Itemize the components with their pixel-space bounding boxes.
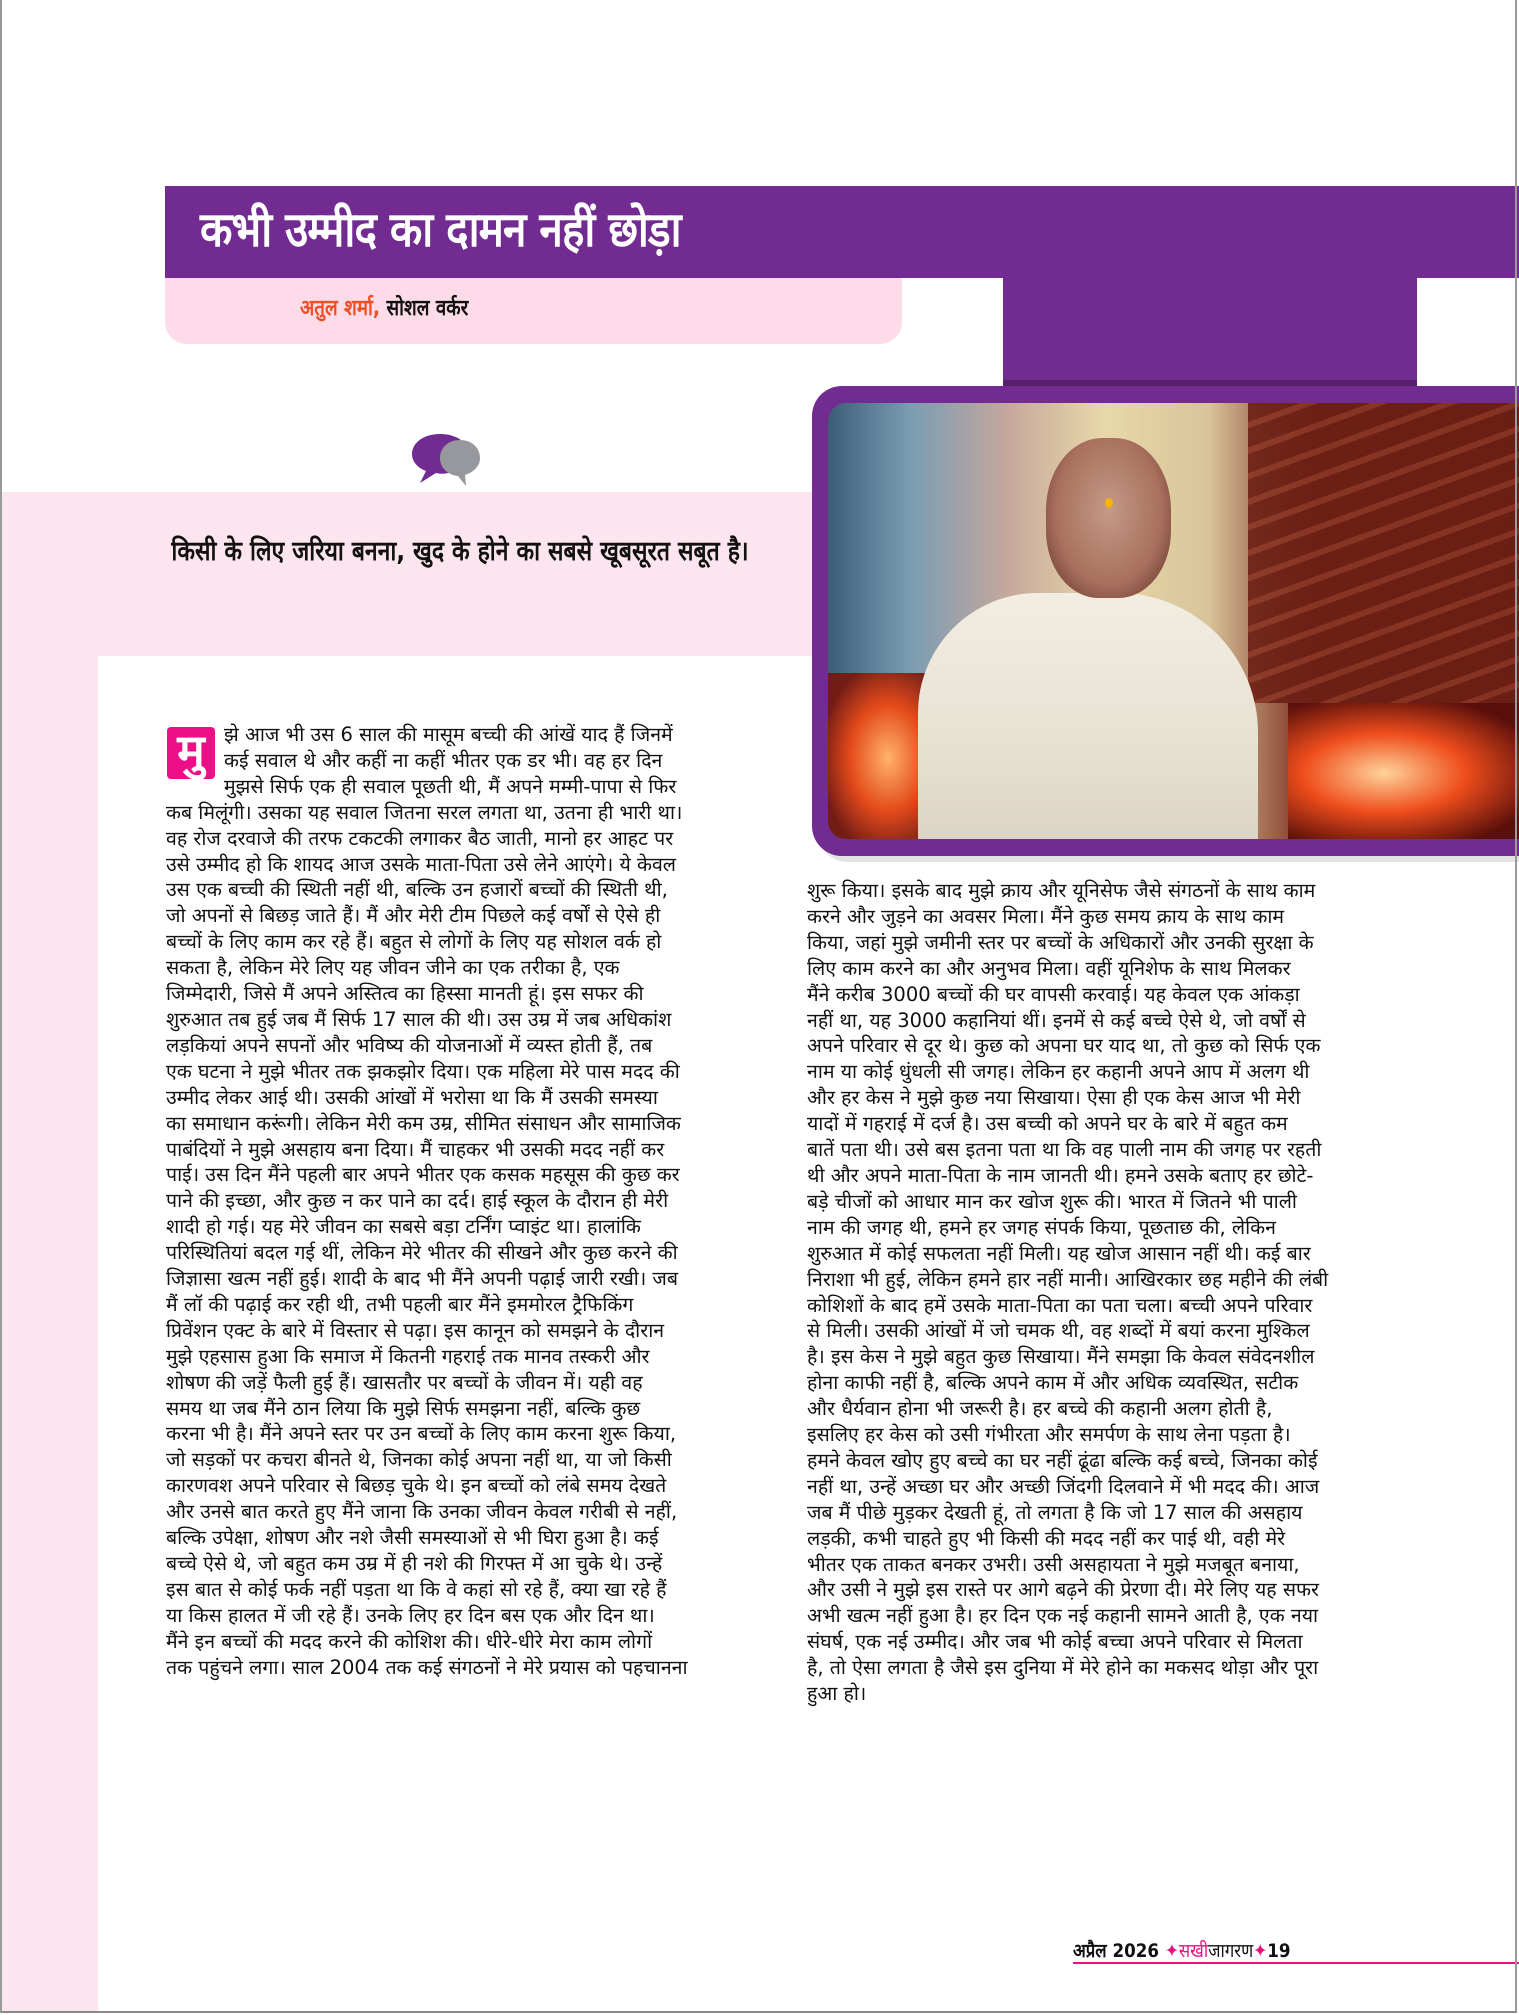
text-line: तक पहुंचने लगा। साल 2004 तक कई संगठनों ने मेरे प्रयास को पहचानना: [166, 1655, 688, 1679]
text-line: निराशा भी हुई, लेकिन हमने हार नहीं मानी। आखिरकार छह महीने की लंबी: [807, 1267, 1329, 1291]
speech-bubbles-icon: [410, 432, 486, 486]
page-number: 19: [1267, 1940, 1291, 1962]
brand-name-part2: जागरण: [1208, 1940, 1254, 1962]
photo-subject-bindi: [1105, 498, 1113, 508]
text-line: उसे उम्मीद हो कि शायद आज उसके माता-पिता उसे लेने आएंगे। ये केवल: [166, 852, 677, 876]
text-line: नहीं था, यह 3000 कहानियां थीं। इनमें से कई बच्चे ऐसे थे, जो वर्षों से: [807, 1008, 1306, 1032]
text-line: और धैर्यवान होना भी जरूरी है। हर बच्चे की कहानी अलग होती है,: [807, 1397, 1273, 1421]
text-line: बातें पता थी। उसे बस इतना पता था कि वह पाली नाम की जगह पर रहती: [807, 1138, 1322, 1162]
body-column-left: [166, 722, 768, 1681]
text-line: है, तो ऐसा लगता है जैसे इस दुनिया में मेरे होने का मकसद थोड़ा और पूरा: [807, 1656, 1319, 1680]
text-line: है। इस केस ने मुझे बहुत कुछ सिखाया। मैंने समझा कि केवल संवेदनशील: [807, 1345, 1315, 1369]
text-line: मैं लॉ की पढ़ाई कर रही थी, तभी पहली बार मैंने इममोरल ट्रैफिकिंग: [166, 1292, 634, 1316]
brand-name-part1: सखी: [1178, 1940, 1209, 1962]
text-line: संघर्ष, एक नई उम्मीद। और जब भी कोई बच्चा अपने परिवार से मिलता: [807, 1630, 1303, 1654]
photo-subject-face: [1046, 438, 1171, 598]
byline-box: [165, 278, 902, 344]
text-line: मैंने करीब 3000 बच्चों की घर वापसी करवाई। यह केवल एक आंकड़ा: [807, 982, 1300, 1006]
text-line: या किस हालत में जी रहे हैं। उनके लिए हर दिन बस एक और दिन था।: [166, 1603, 655, 1627]
photo-frame: [812, 386, 1519, 856]
text-line: अपने परिवार से दूर थे। कुछ को अपना घर याद था, तो कुछ को सिर्फ एक: [807, 1034, 1321, 1058]
text-line: उम्मीद लेकर आई थी। उसकी आंखों में भरोसा था कि मैं उसकी समस्या: [166, 1085, 658, 1109]
text-line: जिज्ञासा खत्म नहीं हुई। शादी के बाद भी मैंने अपनी पढ़ाई जारी रखी। जब: [166, 1267, 679, 1291]
text-line: करना भी है। मैंने अपने स्तर पर उन बच्चों के लिए काम करना शुरू किया,: [166, 1422, 677, 1446]
author-role: सोशल वर्कर: [379, 296, 469, 321]
text-line: जब मैं पीछे मुड़कर देखती हूं, तो लगता है कि जो 17 साल की असहाय: [807, 1500, 1303, 1524]
text-line: और हर केस ने मुझे कुछ नया सिखाया। ऐसा ही एक केस आज भी मेरी: [807, 1086, 1301, 1110]
article-title: कभी उम्मीद का दामन नहीं छोड़ा: [200, 202, 681, 258]
text-line: होना काफी नहीं है, बल्कि अपने काम में और अधिक व्यवस्थित, सटीक: [807, 1371, 1299, 1395]
text-line: करने और जुड़ने का अवसर मिला। मैंने कुछ समय क्राय के साथ काम: [807, 904, 1285, 928]
author-name: अतुल शर्मा,: [300, 296, 380, 321]
text-line: शादी हो गई। यह मेरे जीवन का सबसे बड़ा टर्निंग प्वाइंट था। हालांकि: [166, 1215, 641, 1239]
text-line: यादों में गहराई में दर्ज है। उस बच्ची को अपने घर के बारे में बहुत कम: [807, 1112, 1288, 1136]
text-line: भीतर एक ताकत बनकर उभरी। उसी असहायता ने मुझे मजबूत बनाया,: [807, 1552, 1300, 1576]
text-line: और उनसे बात करते हुए मैंने जाना कि उनका जीवन केवल गरीबी से नहीं,: [166, 1500, 678, 1524]
text-line: बड़े चीजों को आधार मान कर खोज शुरू की। भारत में जितने भी पाली: [807, 1189, 1297, 1213]
text-line: एक घटना ने मुझे भीतर तक झकझोर दिया। एक महिला मेरे पास मदद की: [166, 1059, 680, 1083]
text-line: जो अपनों से बिछड़ जाते हैं। मैं और मेरी टीम पिछले कई वर्षों से ऐसे ही: [166, 904, 661, 928]
text-line: इसलिए हर केस को उसी गंभीरता और समर्पण के साथ लेना पड़ता है।: [807, 1423, 1291, 1447]
text-line: शुरू किया। इसके बाद मुझे क्राय और यूनिसेफ जैसे संगठनों के साथ काम: [807, 879, 1316, 902]
text-line: थी और अपने माता-पिता के नाम जानती थी। हमने उसके बताए हर छोटे-: [807, 1163, 1314, 1187]
page-footer: [1073, 1937, 1291, 1963]
text-line: कारणवश अपने परिवार से बिछड़ चुके थे। इन बच्चों को लंबे समय देखते: [166, 1474, 667, 1498]
text-line: हमने केवल खोए हुए बच्चे का घर नहीं ढूंढा बल्कि कई बच्चे, जिनका कोई: [807, 1448, 1318, 1472]
pull-quote: किसी के लिए जरिया बनना, खुद के होने का सबसे खूबसूरत सबूत है।: [171, 536, 749, 567]
text-line: प्रिवेंशन एक्ट के बारे में विस्तार से पढ़ा। इस कानून को समझने के दौरान: [166, 1318, 665, 1342]
text-line: नहीं था, उन्हें अच्छा घर और अच्छी जिंदगी दिलवाने में भी मदद की। आज: [807, 1474, 1320, 1498]
text-line: हुआ हो।: [807, 1682, 867, 1706]
text-line: पाने की इच्छा, और कुछ न कर पाने का दर्द। हाई स्कूल के दौरान ही मेरी: [166, 1189, 669, 1213]
photo-light-right: [1288, 703, 1519, 839]
text-line: अभी खत्म नहीं हुआ है। हर दिन एक नई कहानी सामने आती है, एक नया: [807, 1604, 1319, 1628]
text-line: पाबंदियों ने मुझे असहाय बना दिया। मैं चाहकर भी उसकी मदद नहीं कर: [166, 1137, 665, 1161]
text-line: कोशिशों के बाद हमें उसके माता-पिता का पता चला। बच्ची अपने परिवार: [807, 1293, 1313, 1317]
text-line: इस बात से कोई फर्क नहीं पड़ता था कि वे कहां सो रहे हैं, क्या खा रहे हैं: [166, 1577, 667, 1601]
text-line: शुरुआत तब हुई जब मैं सिर्फ 17 साल की थी। उस उम्र में जब अधिकांश: [166, 1007, 672, 1031]
text-line: वह रोज दरवाजे की तरफ टकटकी लगाकर बैठ जाती, मानो हर आहट पर: [166, 826, 674, 850]
text-line: मैंने इन बच्चों की मदद करने की कोशिश की। धीरे-धीरे मेरा काम लोगों: [166, 1629, 653, 1653]
text-line: नाम या कोई धुंधली सी जगह। लेकिन हर कहानी अपने आप में अलग थी: [807, 1060, 1310, 1084]
text-line: परिस्थितियां बदल गई थीं, लेकिन मेरे भीतर की सीखने और कुछ करने की: [166, 1241, 678, 1265]
text-line: झे आज भी उस 6 साल की मासूम बच्ची की आंखें याद हैं जिनमें: [224, 723, 673, 746]
text-line: मुझसे सिर्फ एक ही सवाल पूछती थी, मैं अपने मम्मी-पापा से फिर: [224, 774, 677, 798]
text-line: जो सड़कों पर कचरा बीनते थे, जिनका कोई अपना नहीं था, या जो किसी: [166, 1448, 672, 1472]
text-line: शोषण की जड़ें फैली हुई हैं। खासतौर पर बच्चों के जीवन में। यही वह: [166, 1370, 643, 1394]
text-line: जिम्मेदारी, जिसे मैं अपने अस्तित्व का हिस्सा मानती हूं। इस सफर की: [166, 982, 644, 1006]
text-line: नाम की जगह थी, हमने हर जगह संपर्क किया, पूछताछ की, लेकिन: [807, 1215, 1276, 1239]
body-column-right: [807, 878, 1411, 1707]
text-line: बल्कि उपेक्षा, शोषण और नशे जैसी समस्याओं से भी घिरा हुआ है। कई: [166, 1526, 659, 1550]
star-separator-icon: ✦: [1164, 1940, 1179, 1962]
text-line: सकता है, लेकिन मेरे लिए यह जीवन जीने का एक तरीका है, एक: [166, 956, 620, 980]
pull-quote-panel: [2, 492, 815, 656]
portrait-photo: [828, 403, 1519, 839]
text-line: पाई। उस दिन मैंने पहली बार अपने भीतर एक कसक महसूस की कुछ कर: [166, 1163, 680, 1187]
text-line: समय था जब मैंने ठान लिया कि मुझे सिर्फ समझना नहीं, बल्कि कुछ: [166, 1396, 641, 1420]
text-line: किया, जहां मुझे जमीनी स्तर पर बच्चों के अधिकारों और उनकी सुरक्षा के: [807, 930, 1314, 954]
text-line: कब मिलूंगी। उसका यह सवाल जितना सरल लगता था, उतना ही भारी था।: [166, 800, 683, 824]
text-line: बच्चे ऐसे थे, जो बहुत कम उम्र में ही नशे की गिरफ्त में आ चुके थे। उन्हें: [166, 1552, 663, 1575]
star-separator-icon: ✦: [1253, 1940, 1268, 1962]
drop-cap: मु: [167, 727, 215, 779]
photo-subject-shawl: [918, 593, 1258, 839]
left-pink-strip: [2, 656, 98, 2013]
text-line: से मिली। उसकी आंखों में जो चमक थी, वह शब्दों में बयां करना मुश्किल: [807, 1319, 1310, 1343]
photo-background-stairs: [1248, 403, 1519, 703]
text-line: मुझे एहसास हुआ कि समाज में कितनी गहराई तक मानव तस्करी और: [166, 1344, 650, 1368]
byline: [300, 292, 468, 322]
text-line: का समाधान करूंगी। लेकिन मेरी कम उम्र, सीमित संसाधन और सामाजिक: [166, 1111, 681, 1135]
text-line: कई सवाल थे और कहीं ना कहीं भीतर एक डर भी। वह हर दिन: [224, 748, 663, 772]
text-line: लड़की, कभी चाहते हुए भी किसी की मदद नहीं कर पाई थी, वही मेरे: [807, 1526, 1286, 1550]
decorative-purple-block: [1003, 278, 1417, 384]
text-line: और उसी ने मुझे इस रास्ते पर आगे बढ़ने की प्रेरणा दी। मेरे लिए यह सफर: [807, 1578, 1320, 1602]
text-line: लड़कियां अपने सपनों और भविष्य की योजनाओं में व्यस्त होती हैं, तब: [166, 1033, 653, 1057]
text-line: लिए काम करने का और अनुभव मिला। वहीं यूनिशेफ के साथ मिलकर: [807, 956, 1291, 980]
text-line: शुरुआत में कोई सफलता नहीं मिली। यह खोज आसान नहीं थी। कई बार: [807, 1241, 1311, 1265]
text-line: उस एक बच्ची की स्थिती नहीं थी, बल्कि उन हजारों बच्चों की स्थिती थी,: [166, 878, 668, 902]
issue-date: अप्रैल 2026: [1073, 1940, 1159, 1962]
footer-rule: [1073, 1962, 1519, 1964]
text-line: बच्चों के लिए काम कर रहे हैं। बहुत से लोगों के लिए यह सोशल वर्क हो: [166, 930, 662, 954]
